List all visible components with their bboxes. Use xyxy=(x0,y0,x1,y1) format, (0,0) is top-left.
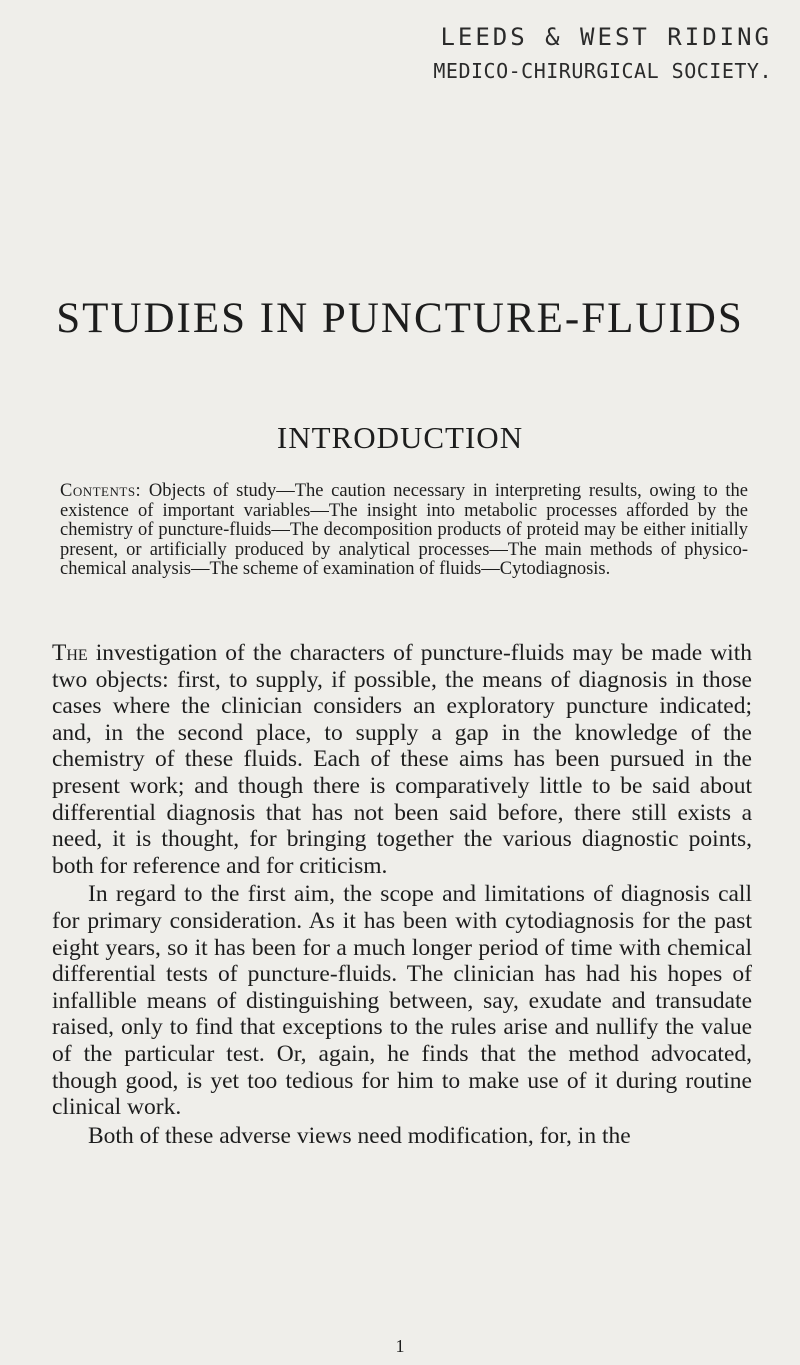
stamp-line-1: LEEDS & WEST RIDING xyxy=(440,23,772,51)
section-heading: INTRODUCTION xyxy=(276,420,524,455)
paragraph-2: In regard to the first aim, the scope and limitations of diagnosis call for primary consideration. As it has been with cytodiagnosis for the past eight years, so it has been for a much longer period of time with chemical differential tests of puncture-fluids. The clinician has had his hopes of infallible means of distinguishing between, say, exudate and transudate raised, only to find that exceptions to the rules arise and nullify the value of the particular test. Or, again, he finds that the method advocated, though good, is yet too tedious for him to make use of it during routine clinical work. xyxy=(52,881,752,1121)
paragraph-1-lead: The xyxy=(52,640,88,666)
body-text xyxy=(52,640,752,1149)
library-stamp xyxy=(392,20,772,88)
page-title xyxy=(0,288,800,350)
paragraph-3: Both of these adverse views need modification, for, in the xyxy=(88,1122,631,1149)
paragraph-1-text: investigation of the characters of puncture-fluids may be made with two objects: first, to supply, if possible, the means of diagnosis in those cases where the clinician considers an exploratory puncture indicated; and, in the second place, to supply a gap in the knowledge of the chemistry of these fluids. Each of these aims has been pursued in the present work; and though there is comparatively little to be said about differential diagnosis that has not been said before, there still exists a need, it is thought, for bringing together the various diagnostic points, both for reference and for criticism. xyxy=(52,640,752,879)
page-number: 1 xyxy=(395,1336,405,1356)
paragraph-1 xyxy=(52,640,752,879)
contents-text: Objects of study—The caution necessary in interpreting results, owing to the existence of important variables—The insight into metabolic processes afforded by the chemistry of puncture-fluids—The decomposition products of proteid may be either initially present, or artificially produced by analytical processes—The main methods of physico-chemical analysis—The scheme of examination of fluids—Cytodiagnosis. xyxy=(60,481,748,579)
title-text: STUDIES IN PUNCTURE-FLUIDS xyxy=(56,295,744,342)
contents-label: Contents: xyxy=(60,481,142,501)
contents-summary xyxy=(60,482,748,580)
stamp-line-2: MEDICO-CHIRURGICAL SOCIETY. xyxy=(433,59,772,83)
